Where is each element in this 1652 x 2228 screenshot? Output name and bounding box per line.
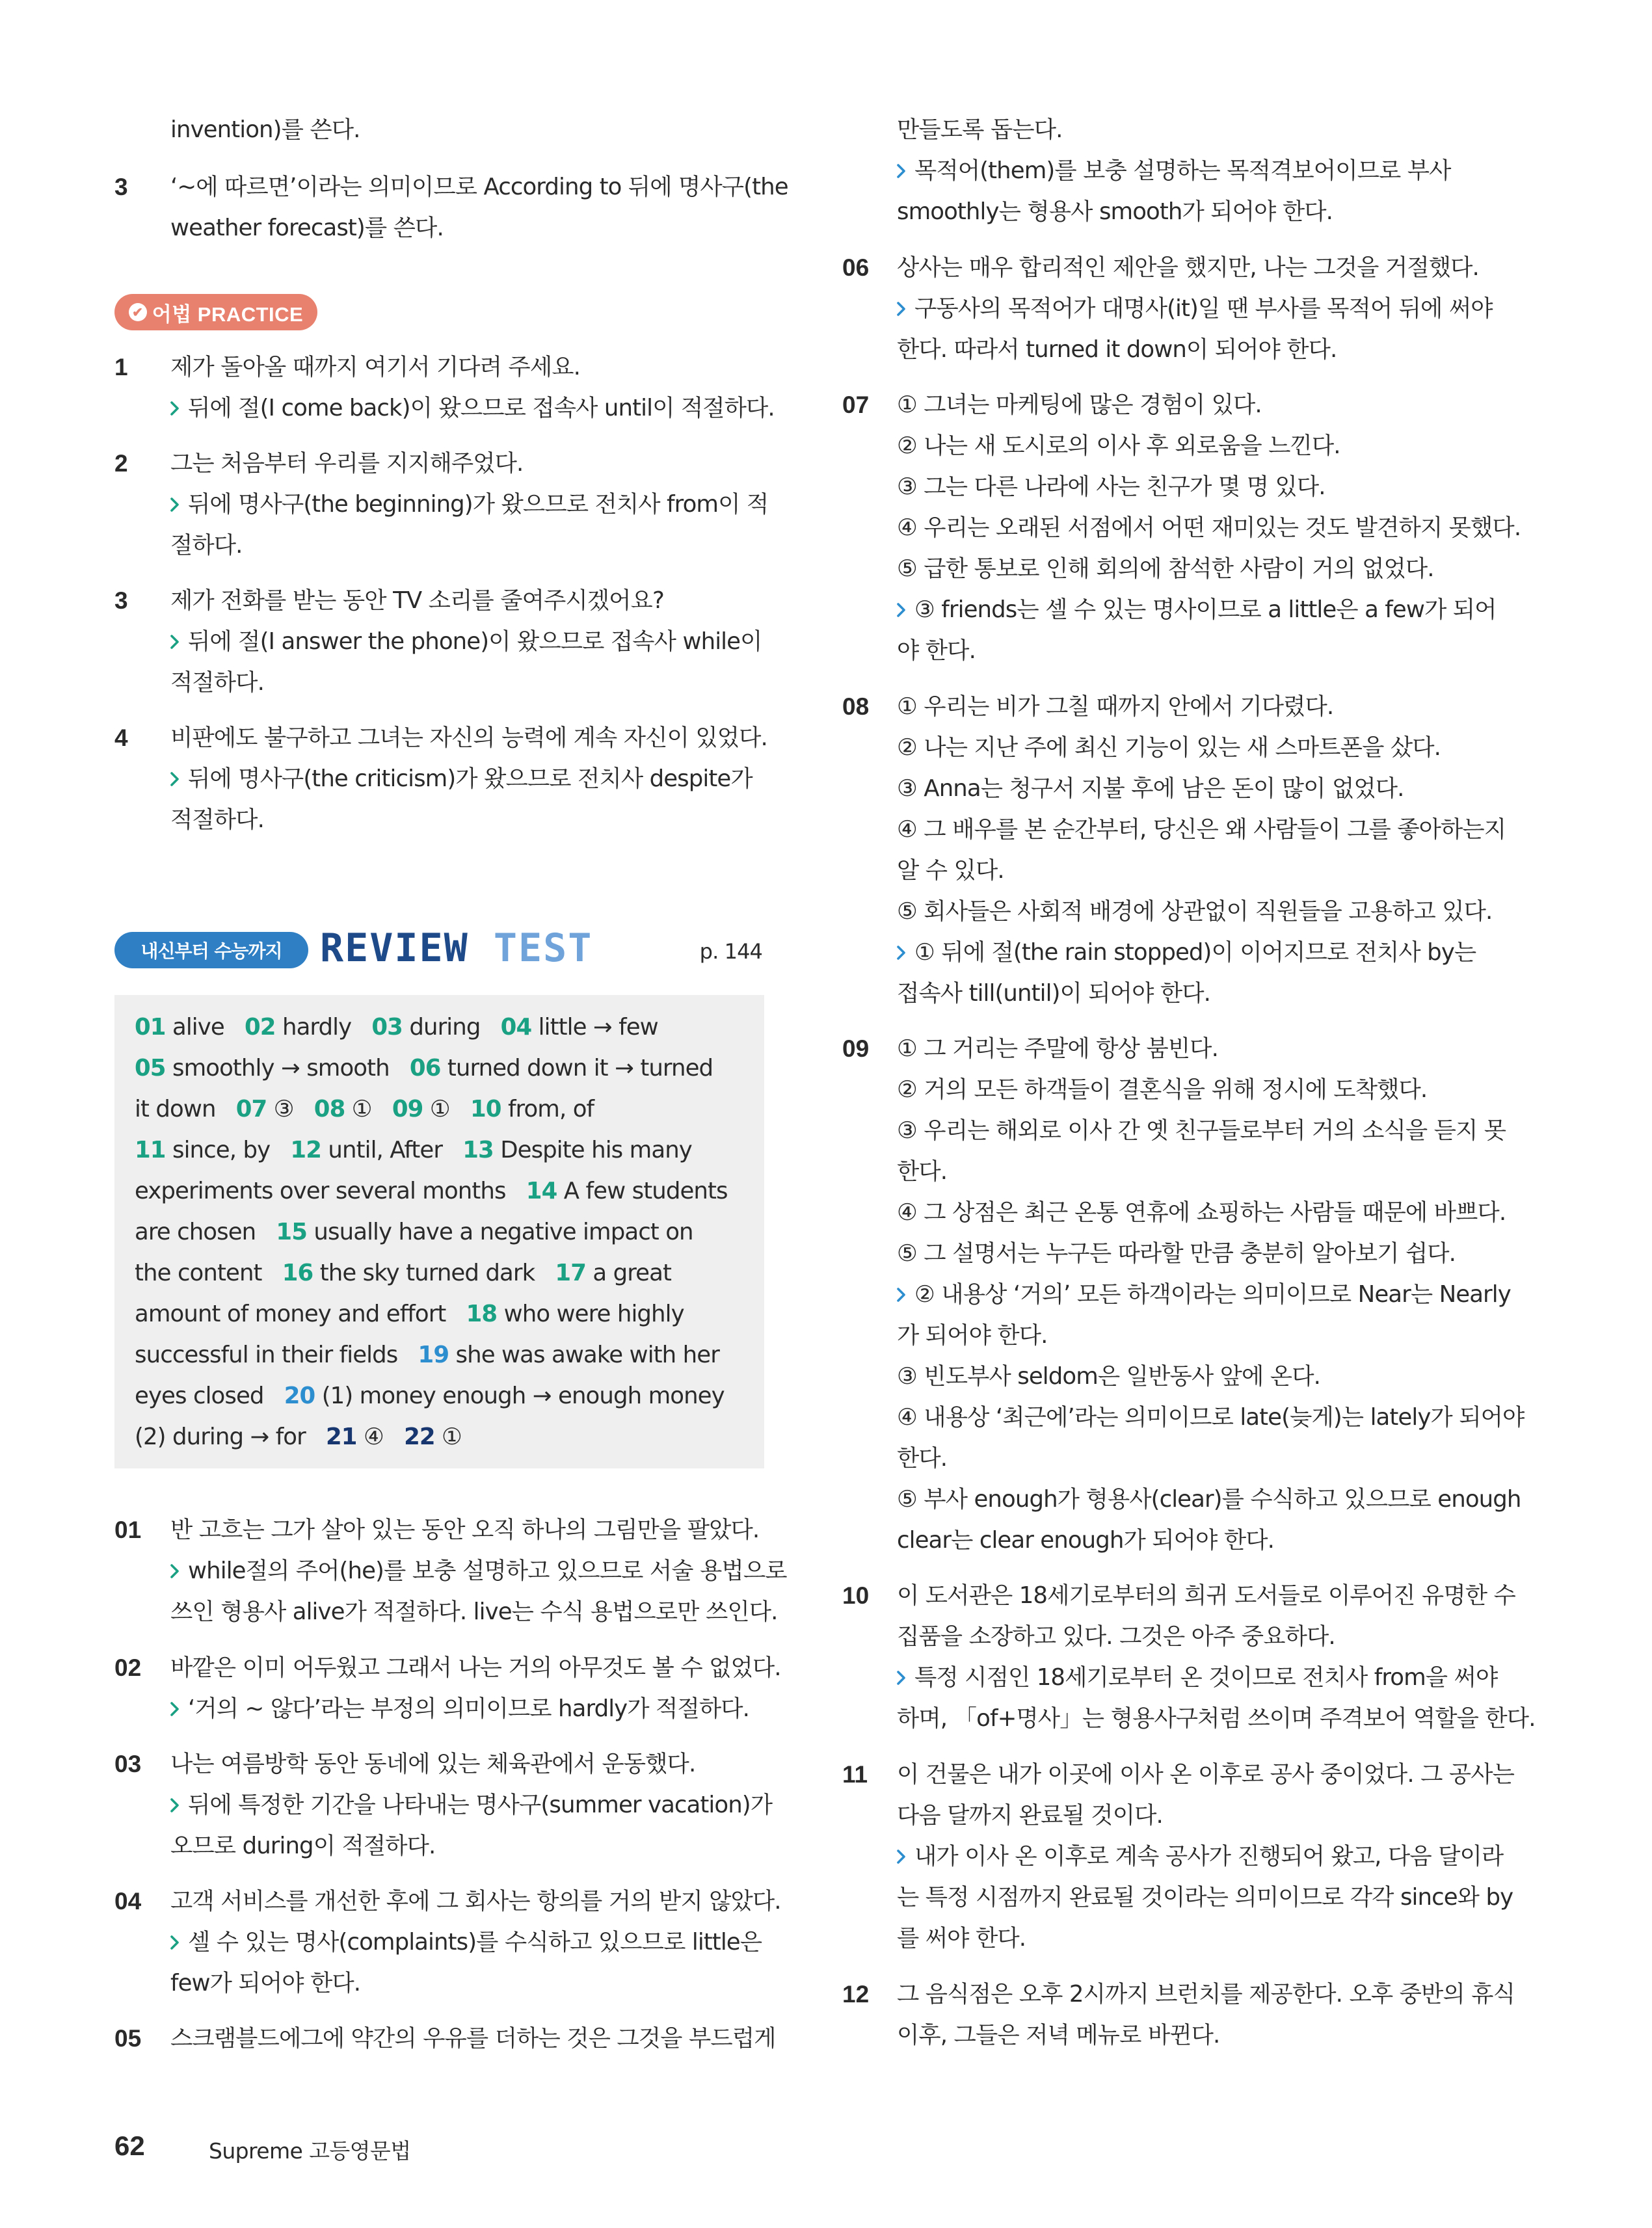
- question-explanation-cont: 야 한다.: [897, 637, 976, 664]
- explanation-text: ‘거의 ~ 않다’라는 부정의 의미이므로 hardly가 적절하다.: [188, 1695, 750, 1722]
- answer-text: until, After: [321, 1137, 463, 1163]
- test-word: TEST: [493, 925, 593, 971]
- review-word: REVIEW: [320, 925, 469, 971]
- answer-text: A few students: [557, 1178, 728, 1204]
- explanation-text: while절의 주어(he)를 보충 설명하고 있으므로 서술 용법으로: [188, 1558, 787, 1584]
- practice-sentence: 그는 처음부터 우리를 지지해주었다.: [170, 450, 524, 477]
- practice-sentence: 비판에도 불구하고 그녀는 자신의 능력에 계속 자신이 있었다.: [170, 724, 767, 751]
- answer-text: (2) during → for: [135, 1424, 326, 1450]
- explanation-text: 목적어(them)를 보충 설명하는 목적격보어이므로 부사: [914, 157, 1451, 184]
- answer-text: she was awake with her: [449, 1342, 719, 1368]
- question-explanation-cont: 한다. 따라서 turned it down이 되어야 한다.: [897, 336, 1337, 363]
- answer-number: 12: [290, 1137, 321, 1163]
- question-sentence: ③ Anna는 청구서 지불 후에 남은 돈이 많이 없었다.: [897, 775, 1404, 802]
- answer-number: 02: [244, 1014, 276, 1041]
- explanation-text: 뒤에 명사구(the criticism)가 왔으므로 전치사 despite가: [188, 765, 753, 792]
- answer-number: 04: [500, 1014, 532, 1041]
- explanation-text: 뒤에 절(I come back)이 왔으므로 접속사 until이 적절하다.: [188, 395, 775, 421]
- explanation-text: 뒤에 특정한 기간을 나타내는 명사구(summer vacation)가: [188, 1792, 773, 1818]
- question-explanation: [897, 159, 1451, 183]
- explanation-text: 셀 수 있는 명사(complaints)를 수식하고 있으므로 little은: [188, 1929, 762, 1956]
- answer-line: [135, 1016, 658, 1039]
- practice-explanation-cont: 적절하다.: [170, 806, 264, 833]
- answer-text: are chosen: [135, 1219, 276, 1245]
- answer-text: the sky turned dark: [313, 1260, 555, 1286]
- answer-number: 09: [392, 1096, 423, 1122]
- answer-text: ①: [434, 1424, 462, 1450]
- question-sentence: ② 나는 새 도시로의 이사 후 외로움을 느낀다.: [897, 432, 1340, 459]
- answer-number: 15: [276, 1219, 308, 1245]
- answer-number: 17: [555, 1260, 586, 1286]
- practice-explanation: [170, 630, 762, 654]
- review-test-title: [320, 925, 593, 971]
- question-explanation: [170, 1559, 787, 1583]
- page-number: 62: [114, 2130, 145, 2161]
- explanation-text: ③ friends는 셀 수 있는 명사이므로 a little은 a few가 되어: [914, 596, 1497, 623]
- explanation-text: ① 뒤에 절(the rain stopped)이 이어지므로 전치사 by는: [914, 939, 1476, 966]
- question-number: 12: [842, 1981, 870, 2008]
- answer-text: hardly: [275, 1014, 372, 1041]
- answer-text: from, of: [501, 1096, 594, 1122]
- practice-number: 4: [114, 724, 128, 751]
- answer-text: successful in their fields: [135, 1342, 418, 1368]
- answer-text: it down: [135, 1096, 236, 1122]
- question-explanation-cont: 오므로 during이 적절하다.: [170, 1833, 436, 1859]
- question-explanation-cont: ④ 내용상 ‘최근에’라는 의미이므로 late(늦게)는 lately가 되어야: [897, 1404, 1525, 1431]
- question-explanation-cont: 한다.: [897, 1445, 948, 1472]
- answer-number: 21: [325, 1424, 357, 1450]
- question-explanation-cont: 쓰인 형용사 alive가 적절하다. live는 수식 용법으로만 쓰인다.: [170, 1598, 778, 1625]
- practice-number: 3: [114, 587, 128, 614]
- continued-line: 만들도록 돕는다.: [897, 116, 1063, 143]
- question-sentence: 이후, 그들은 저녁 메뉴로 바뀐다.: [897, 2022, 1220, 2049]
- question-sentence: 집품을 소장하고 있다. 그것은 아주 중요하다.: [897, 1623, 1335, 1650]
- answer-line: [135, 1303, 684, 1326]
- explanation-text: 내가 이사 온 이후로 계속 공사가 진행되어 왔고, 다음 달이라: [914, 1843, 1504, 1870]
- explanation-text: 뒤에 명사구(the beginning)가 왔으므로 전치사 from이 적: [188, 491, 769, 518]
- continued-line: invention)를 쓴다.: [170, 116, 360, 143]
- question-sentence: 반 고흐는 그가 살아 있는 동안 오직 하나의 그림만을 팔았다.: [170, 1517, 760, 1543]
- answer-number: 08: [313, 1096, 345, 1122]
- question-explanation-cont: 접속사 till(until)이 되어야 한다.: [897, 980, 1211, 1007]
- question-number: 02: [114, 1654, 142, 1681]
- question-number: 06: [842, 254, 870, 281]
- question-explanation: [897, 598, 1497, 622]
- explanation-text: 뒤에 절(I answer the phone)이 왔으므로 접속사 while이: [188, 628, 762, 655]
- question-sentence: 상사는 매우 합리적인 제안을 했지만, 나는 그것을 거절했다.: [897, 254, 1479, 281]
- answer-number: 14: [526, 1178, 557, 1204]
- answer-line: [135, 1262, 671, 1285]
- question-sentence: ⑤ 회사들은 사회적 배경에 상관없이 직원들을 고용하고 있다.: [897, 898, 1493, 925]
- arrow-icon: [170, 772, 179, 786]
- answer-text: since, by: [165, 1137, 291, 1163]
- question-sentence: 고객 서비스를 개선한 후에 그 회사는 항의를 거의 받지 않았다.: [170, 1888, 781, 1915]
- question-explanation: [897, 1845, 1503, 1868]
- arrow-icon: [170, 1798, 179, 1812]
- practice-explanation: [170, 493, 768, 516]
- answer-number: 19: [418, 1342, 449, 1368]
- question-sentence: 이 도서관은 18세기로부터의 희귀 도서들로 이루어진 유명한 수: [897, 1582, 1515, 1609]
- question-sentence: ② 거의 모든 하객들이 결혼식을 위해 정시에 도착했다.: [897, 1076, 1428, 1103]
- answer-text: the content: [135, 1260, 282, 1286]
- explanation-text: 특정 시점인 18세기로부터 온 것이므로 전치사 from을 써야: [914, 1664, 1498, 1691]
- question-number: 10: [842, 1582, 870, 1609]
- question-sentence: 한다.: [897, 1158, 948, 1185]
- answer-text: during: [402, 1014, 501, 1041]
- answer-text: eyes closed: [135, 1383, 284, 1409]
- arrow-icon: [897, 1671, 905, 1685]
- answer-text: a great: [586, 1260, 671, 1286]
- answer-text: ④: [356, 1424, 405, 1450]
- answer-text: experiments over several months: [135, 1178, 526, 1204]
- book-title: Supreme 고등영문법: [209, 2138, 411, 2164]
- arrow-icon: [897, 1850, 905, 1864]
- arrow-icon: [170, 1935, 179, 1950]
- check-icon: ✔: [129, 303, 147, 321]
- answer-number: 18: [466, 1301, 498, 1327]
- answer-text: ①: [345, 1096, 392, 1122]
- answer-number: 11: [135, 1137, 166, 1163]
- answer-number: 20: [284, 1383, 315, 1409]
- question-explanation: [170, 1794, 772, 1817]
- page-reference: p. 144: [699, 939, 762, 964]
- answer-text: Despite his many: [493, 1137, 692, 1163]
- question-explanation-cont: ③ 빈도부사 seldom은 일반동사 앞에 온다.: [897, 1363, 1320, 1390]
- question-explanation-cont: 를 써야 한다.: [897, 1925, 1026, 1952]
- answer-line: [135, 1385, 725, 1408]
- answer-text: amount of money and effort: [135, 1301, 466, 1327]
- answer-number: 22: [404, 1424, 435, 1450]
- question-sentence: ④ 그 상점은 최근 온통 연휴에 쇼핑하는 사람들 때문에 바쁘다.: [897, 1199, 1506, 1226]
- question-sentence: ① 그녀는 마케팅에 많은 경험이 있다.: [897, 391, 1262, 418]
- question-number: 01: [114, 1517, 142, 1543]
- item-line: ‘~에 따르면’이라는 의미이므로 According to 뒤에 명사구(the: [170, 174, 788, 200]
- arrow-icon: [897, 302, 905, 316]
- review-badge: 내신부터 수능까지: [114, 932, 308, 968]
- question-explanation-cont: few가 되어야 한다.: [170, 1970, 361, 1996]
- answer-text: alive: [165, 1014, 245, 1041]
- practice-badge-label: 어법 PRACTICE: [152, 302, 304, 326]
- answer-line: [135, 1426, 462, 1449]
- explanation-text: ② 내용상 ‘거의’ 모든 하객이라는 의미이므로 Near는 Nearly: [914, 1281, 1511, 1308]
- question-explanation: [170, 1697, 749, 1721]
- question-sentence: ⑤ 급한 통보로 인해 회의에 참석한 사람이 거의 없었다.: [897, 555, 1434, 582]
- question-sentence: 바깥은 이미 어두웠고 그래서 나는 거의 아무것도 볼 수 없었다.: [170, 1654, 781, 1681]
- arrow-icon: [170, 497, 179, 512]
- answer-number: 05: [135, 1055, 166, 1081]
- answer-text: smoothly → smooth: [165, 1055, 410, 1081]
- question-sentence: 이 건물은 내가 이곳에 이사 온 이후로 공사 중이었다. 그 공사는: [897, 1761, 1515, 1788]
- question-number: 05: [114, 2025, 142, 2052]
- question-explanation: [897, 297, 1493, 321]
- practice-explanation: [170, 397, 775, 420]
- practice-number: 2: [114, 450, 128, 477]
- answer-text: ③: [267, 1096, 314, 1122]
- question-sentence: 나는 여름방학 동안 동네에 있는 체육관에서 운동했다.: [170, 1751, 696, 1777]
- question-number: 08: [842, 693, 870, 720]
- answer-key-box: [114, 995, 764, 1468]
- question-explanation-cont: smoothly는 형용사 smooth가 되어야 한다.: [897, 198, 1333, 225]
- question-explanation: [170, 1931, 762, 1954]
- arrow-icon: [170, 1702, 179, 1716]
- answer-line: [135, 1344, 719, 1367]
- question-explanation: [897, 941, 1476, 964]
- question-sentence: ③ 우리는 해외로 이사 간 옛 친구들로부터 거의 소식을 듣지 못: [897, 1117, 1506, 1144]
- arrow-icon: [170, 401, 179, 416]
- answer-line: [135, 1180, 728, 1203]
- answer-text: (1) money enough → enough money: [315, 1383, 725, 1409]
- practice-number: 1: [114, 354, 128, 380]
- arrow-icon: [170, 1564, 179, 1578]
- answer-number: 13: [462, 1137, 494, 1163]
- question-sentence: 스크램블드에그에 약간의 우유를 더하는 것은 그것을 부드럽게: [170, 2025, 776, 2052]
- question-sentence: 알 수 있다.: [897, 857, 1004, 884]
- answer-text: ①: [423, 1096, 470, 1122]
- practice-sentence: 제가 전화를 받는 동안 TV 소리를 줄여주시겠어요?: [170, 587, 664, 614]
- question-number: 03: [114, 1751, 142, 1777]
- arrow-icon: [897, 1288, 905, 1302]
- item-line: weather forecast)를 쓴다.: [170, 215, 444, 241]
- question-sentence: ③ 그는 다른 나라에 사는 친구가 몇 명 있다.: [897, 473, 1326, 500]
- question-explanation: [897, 1666, 1497, 1690]
- answer-text: usually have a negative impact on: [307, 1219, 693, 1245]
- question-explanation-cont: clear는 clear enough가 되어야 한다.: [897, 1527, 1275, 1554]
- practice-explanation-cont: 적절하다.: [170, 669, 264, 696]
- question-sentence: ① 우리는 비가 그칠 때까지 안에서 기다렸다.: [897, 693, 1334, 720]
- answer-text: who were highly: [497, 1301, 684, 1327]
- question-explanation-cont: ⑤ 부사 enough가 형용사(clear)를 수식하고 있으므로 enough: [897, 1486, 1521, 1513]
- answer-number: 03: [371, 1014, 403, 1041]
- question-number: 09: [842, 1035, 870, 1062]
- answer-number: 01: [135, 1014, 166, 1041]
- answer-text: little → few: [531, 1014, 658, 1041]
- question-explanation-cont: 하며, 「of+명사」는 형용사구처럼 쓰이며 주격보어 역할을 한다.: [897, 1705, 1536, 1732]
- answer-number: 10: [470, 1096, 501, 1122]
- answer-line: [135, 1057, 713, 1080]
- practice-badge: [114, 294, 317, 330]
- arrow-icon: [897, 603, 905, 617]
- item-number: 3: [114, 174, 128, 200]
- practice-sentence: 제가 돌아올 때까지 여기서 기다려 주세요.: [170, 354, 580, 380]
- arrow-icon: [170, 635, 179, 649]
- answer-line: [135, 1098, 594, 1121]
- answer-line: [135, 1139, 692, 1162]
- answer-number: 06: [409, 1055, 441, 1081]
- arrow-icon: [897, 164, 905, 178]
- question-number: 07: [842, 391, 870, 418]
- practice-explanation-cont: 절하다.: [170, 532, 243, 559]
- question-sentence: ⑤ 그 설명서는 누구든 따라할 만큼 충분히 알아보기 쉽다.: [897, 1240, 1456, 1267]
- answer-line: [135, 1221, 693, 1244]
- question-sentence: 다음 달까지 완료될 것이다.: [897, 1802, 1163, 1829]
- question-sentence: ② 나는 지난 주에 최신 기능이 있는 새 스마트폰을 샀다.: [897, 734, 1441, 761]
- question-number: 04: [114, 1888, 142, 1915]
- question-number: 11: [842, 1761, 868, 1788]
- question-explanation: [897, 1283, 1511, 1306]
- explanation-text: 구동사의 목적어가 대명사(it)일 땐 부사를 목적어 뒤에 써야: [914, 295, 1493, 322]
- question-explanation-cont: 는 특정 시점까지 완료될 것이라는 의미이므로 각각 since와 by: [897, 1884, 1513, 1911]
- question-sentence: 그 음식점은 오후 2시까지 브런치를 제공한다. 오후 중반의 휴식: [897, 1981, 1515, 2008]
- answer-number: 16: [282, 1260, 313, 1286]
- question-sentence: ④ 그 배우를 본 순간부터, 당신은 왜 사람들이 그를 좋아하는지: [897, 816, 1506, 843]
- question-sentence: ① 그 거리는 주말에 항상 붐빈다.: [897, 1035, 1218, 1062]
- answer-text: turned down it → turned: [440, 1055, 713, 1081]
- question-explanation-cont: 가 되어야 한다.: [897, 1322, 1048, 1349]
- arrow-icon: [897, 946, 905, 960]
- answer-number: 07: [235, 1096, 267, 1122]
- question-sentence: ④ 우리는 오래된 서점에서 어떤 재미있는 것도 발견하지 못했다.: [897, 514, 1521, 541]
- practice-explanation: [170, 767, 753, 791]
